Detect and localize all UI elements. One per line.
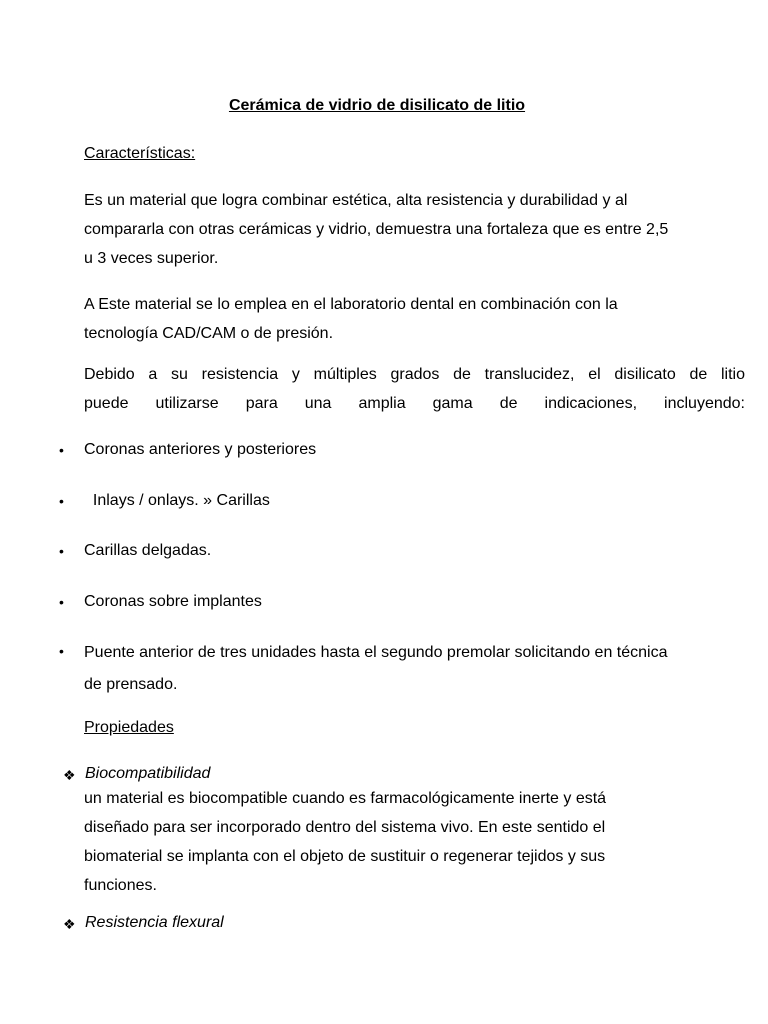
paragraph-line: A Este material se lo emplea en el laboratorio dental en combinación con la <box>84 296 618 313</box>
paragraph-line: puede utilizarse para una amplia gama de indicaciones, incluyendo: <box>84 395 745 412</box>
list-item-line: de prensado. <box>84 676 178 693</box>
bullet-icon: • <box>59 643 64 659</box>
diamond-bullet-icon: ❖ <box>63 767 76 783</box>
paragraph-line: funciones. <box>84 877 157 894</box>
list-item-carillas: Carillas delgadas. <box>84 542 212 559</box>
paragraph-line: compararla con otras cerámicas y vidrio, demuestra una fortaleza que es entre 2,5 <box>84 221 669 238</box>
subsection-title-resistencia-flexural: Resistencia flexural <box>85 914 224 931</box>
list-item-puente <box>84 637 667 701</box>
document-title: Cerámica de vidrio de disilicato de litio <box>228 97 526 114</box>
paragraph-intro <box>84 186 668 273</box>
list-item-inlays: Inlays / onlays. » Carillas <box>84 492 270 509</box>
paragraph-line: Debido a su resistencia y múltiples grados de translucidez, el disilicato de litio <box>84 366 745 383</box>
paragraph-line: Es un material que logra combinar estética, alta resistencia y durabilidad y al <box>84 192 628 209</box>
list-item-line: Puente anterior de tres unidades hasta el segundo premolar solicitando en técnica <box>84 644 668 661</box>
bullet-icon: • <box>59 442 64 458</box>
paragraph-line: tecnología CAD/CAM o de presión. <box>84 325 334 342</box>
bullet-icon: • <box>59 594 64 610</box>
paragraph-indications <box>84 360 745 418</box>
list-item-coronas-anteriores: Coronas anteriores y posteriores <box>84 441 317 458</box>
paragraph-line: un material es biocompatible cuando es farmacológicamente inerte y está <box>84 790 607 807</box>
paragraph-biocompatibilidad <box>84 784 606 900</box>
paragraph-line: u 3 veces superior. <box>84 250 219 267</box>
subsection-title-biocompatibilidad: Biocompatibilidad <box>85 765 211 782</box>
bullet-icon: • <box>59 493 64 509</box>
bullet-icon: • <box>59 543 64 559</box>
paragraph-line: biomaterial se implanta con el objeto de sustituir o regenerar tejidos y sus <box>84 848 606 865</box>
section-heading-propiedades: Propiedades <box>84 719 174 736</box>
paragraph-line: diseñado para ser incorporado dentro del sistema vivo. En este sentido el <box>84 819 606 836</box>
diamond-bullet-icon: ❖ <box>63 916 76 932</box>
list-item-coronas-implantes: Coronas sobre implantes <box>84 593 262 610</box>
paragraph-usage <box>84 290 618 348</box>
section-heading-caracteristicas: Características: <box>84 145 196 162</box>
